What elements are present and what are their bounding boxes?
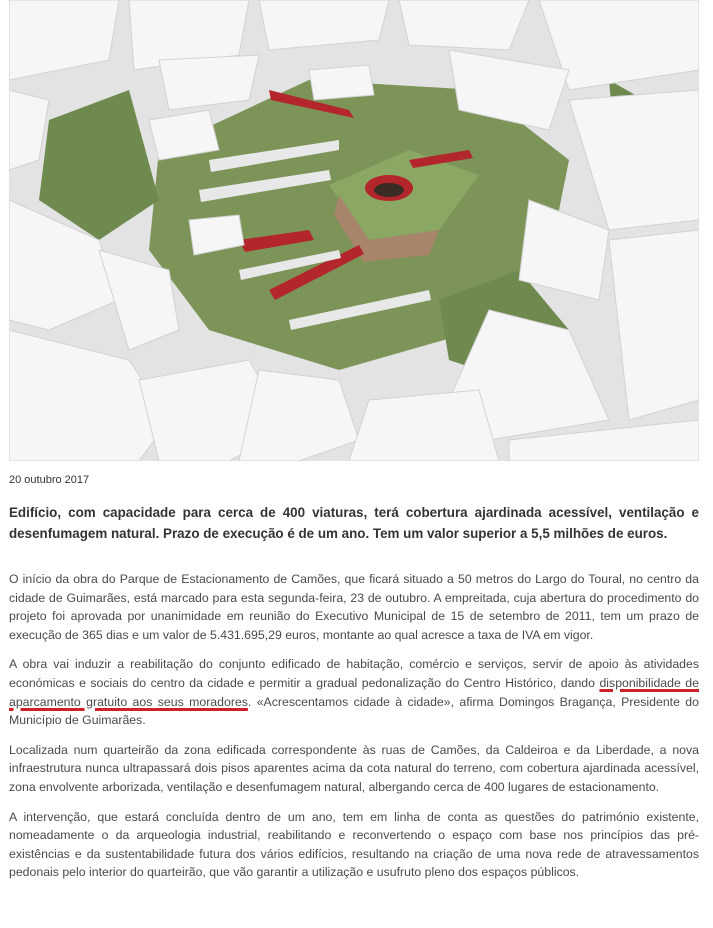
urban-rendering-illustration [9,0,699,461]
paragraph-2-end: . «Acrescentamos cidade à cidade», afirma Domingos Bragança, Presidente do Município de Guimarães. [9,694,699,728]
article-body [9,570,699,893]
article-date: 20 outubro 2017 [9,474,90,486]
paragraph-3: Localizada num quarteirão da zona edificada correspondente às ruas de Camões, da Caldeiroa e da Liberdade, a nova infraestrutura nunca ultrapassará dois pisos aparentes acima da cota natural do terreno, com cobertura ajardinada acessível, zona envolvente arborizada, ventilação e desenfumagem natural, albergando cerca de 400 lugares de estacionamento. [9,742,699,794]
paragraph-4: A intervenção, que estará concluída dentro de um ano, tem em linha de conta as questões do património existente, nomeadamente o da arqueologia industrial, reabilitando e reconvertendo o espaço com base nos princípios das pré-existências e da sustentabilidade futura dos vários edifícios, resultando na criação de uma nova rede de atravessamentos pedonais pelo interior do quarteirão, que vão garantir a utilização e usufruto pleno dos espaços públicos. [9,809,699,880]
article-hero-image [9,0,699,461]
paragraph-1: O início da obra do Parque de Estacionamento de Camões, que ficará situado a 50 metros do Largo do Toural, no centro da cidade de Guimarães, está marcado para esta segunda-feira, 23 de outubro. A empreitada, cuja abertura do procedimento do projeto foi aprovada por unanimidade em reunião do Executivo Municipal de 15 de setembro de 2011, tem um prazo de execução de 365 dias e um valor de 5.431.695,29 euros, montante ao qual acresce a taxa de IVA em vigor. [9,572,699,642]
paragraph-2-start: A obra vai induzir a reabilitação do conjunto edificado de habitação, comércio e serviços, servir de apoio às atividades económicas e sociais do centro da cidade e permitir a gradual pedonalização do Centro Histórico, dando [9,657,699,690]
paragraph-2 [9,655,699,729]
article-lead: Edifício, com capacidade para cerca de 400 viaturas, terá cobertura ajardinada acessível, ventilação e desenfumagem natural. Prazo de execução é de um ano. Tem um valor superior a 5,5 milhões de euros. [9,505,699,541]
highlighted-phrase: disponibilidade de aparcamento gratuito aos seus moradores [9,675,699,709]
